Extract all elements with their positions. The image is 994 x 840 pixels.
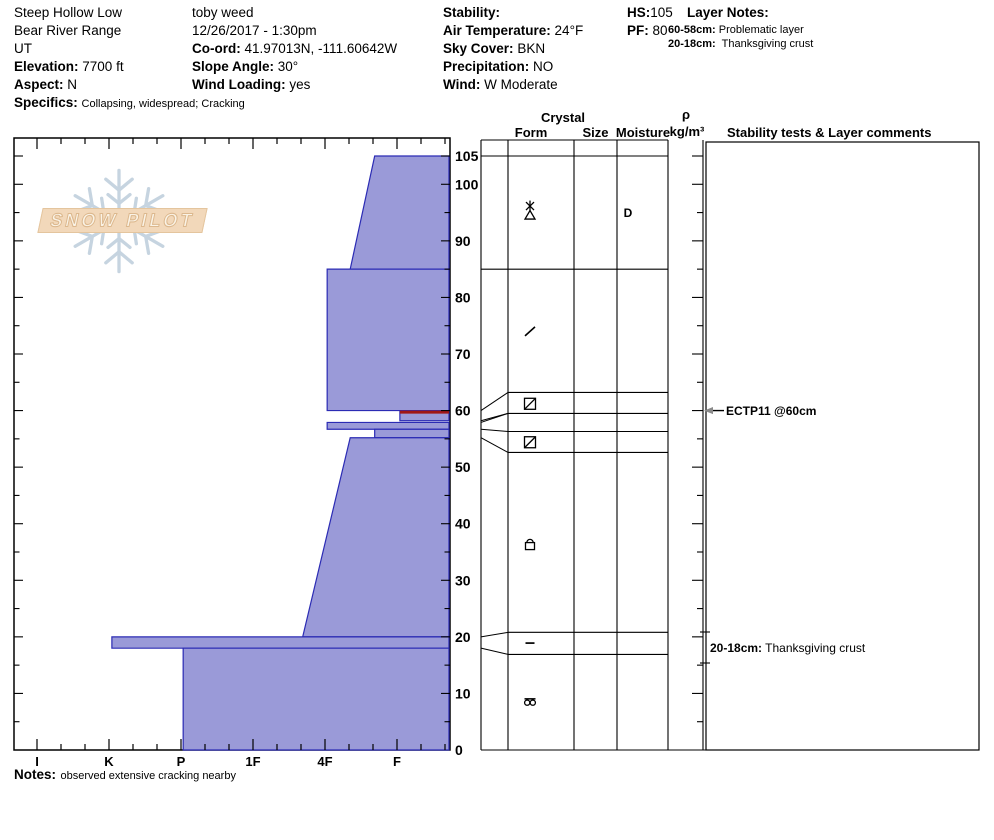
air-temp-value: 24°F [554, 23, 584, 38]
faceted-square-slash-icon [525, 398, 536, 409]
pit-datetime: 12/26/2017 - 1:30pm [192, 23, 317, 38]
wind-value: W Moderate [484, 77, 558, 92]
comments-panel-border [706, 142, 979, 750]
depth-axis-label: 105 [455, 148, 479, 164]
wind-loading-value: yes [289, 77, 311, 92]
snow-layer [350, 156, 449, 269]
elevation-value: 7700 ft [82, 59, 124, 74]
aspect-value: N [67, 77, 78, 92]
depth-axis-label: 40 [455, 515, 471, 532]
depth-axis-label: 80 [455, 289, 471, 306]
depth-axis-labels [455, 148, 479, 758]
air-temp-label: Air Temperature: [443, 23, 551, 38]
layer-connector-lines [481, 392, 508, 654]
moisture-value: D [623, 206, 633, 221]
snow-layer [375, 429, 449, 437]
sky-cover-label: Sky Cover: [443, 41, 514, 56]
layer-comment-text: Thanksgiving crust [765, 641, 866, 655]
layer-connector-line [481, 429, 508, 431]
coord-value: 41.97013N, -111.60642W [244, 41, 398, 56]
specifics-value: Collapsing, widespread; Cracking [81, 98, 245, 110]
observer-name: toby weed [192, 5, 254, 20]
density-axis-ticks [692, 156, 703, 722]
depth-axis-label: 60 [455, 402, 471, 419]
layer-note-text: Problematic layer [718, 24, 804, 36]
hardness-axis-label: P [176, 754, 186, 769]
depth-axis-label: 10 [455, 685, 471, 702]
depth-axis-label: 20 [455, 628, 471, 645]
wind-label: Wind: [443, 77, 481, 92]
snow-layer [183, 648, 449, 750]
decomposing-fragments-icon [525, 327, 535, 336]
arrow-head [704, 407, 713, 414]
snow-layers [112, 156, 449, 750]
crystal-header: Crystal [540, 110, 586, 125]
grain-table-grid [481, 140, 979, 750]
slope-value: 30° [277, 59, 299, 74]
layer-connector-line [481, 632, 508, 637]
depth-axis-label: 70 [455, 346, 471, 362]
specifics-label: Specifics: [14, 95, 78, 110]
range-name: Bear River Range [14, 23, 122, 38]
precip-label: Precipitation: [443, 59, 530, 74]
hardness-axis-label: I [35, 754, 39, 769]
hardness-axis-labels [35, 754, 401, 769]
layer-connector-line [481, 648, 508, 654]
hardness-axis-label: 1F [245, 754, 261, 769]
comments-column-header: Stability tests & Layer comments [727, 125, 932, 140]
layer-note-text: Thanksgiving crust [721, 38, 814, 50]
layer-connector-line [481, 392, 508, 410]
stability-test-annotation: ECTP11 @60cm [726, 404, 817, 418]
pf-value: 80 [652, 23, 668, 38]
moisture-column-header: Moisture [615, 125, 671, 140]
depth-axis-label: 0 [455, 742, 463, 758]
stability-label: Stability: [443, 5, 501, 20]
state-name: UT [14, 41, 32, 56]
depth-axis-label: 100 [455, 176, 479, 193]
slope-label: Slope Angle: [192, 59, 275, 74]
hardness-axis-label: K [104, 754, 114, 769]
hardness-axis-label: 4F [317, 754, 333, 769]
pf-label: PF: [627, 23, 649, 38]
pit-name: Steep Hollow Low [14, 5, 123, 20]
faceted-square-slash-icon [525, 437, 536, 448]
layer-note-range: 60-58cm: [668, 24, 716, 36]
snow-layer [303, 438, 449, 637]
snow-layer [112, 637, 449, 648]
snow-layer [327, 422, 449, 429]
layer-comment-range: 20-18cm: [710, 641, 763, 655]
density-unit-header: kg/m³ [669, 124, 705, 139]
density-symbol-header: ρ [681, 107, 691, 122]
depth-axis-label: 50 [455, 459, 471, 476]
layer-notes-label: Layer Notes: [687, 5, 769, 20]
precip-value: NO [533, 59, 554, 74]
depth-axis-label: 30 [455, 572, 471, 589]
layer-note-range: 20-18cm: [668, 38, 716, 50]
notes-label: Notes: [14, 767, 57, 782]
elevation-label: Elevation: [14, 59, 79, 74]
depth-hoar-icon [525, 700, 530, 705]
coord-label: Co-ord: [192, 41, 241, 56]
size-column-header: Size [582, 125, 609, 140]
snow-layer [327, 269, 449, 410]
notes-text: observed extensive cracking nearby [60, 770, 236, 782]
depth-axis-label: 90 [455, 232, 471, 249]
aspect-label: Aspect: [14, 77, 64, 92]
hs-label: HS: [627, 5, 651, 20]
hs-value: 105 [650, 5, 673, 20]
layer-connector-line [481, 413, 508, 422]
form-column-header: Form [514, 125, 548, 140]
hardness-axis-label: F [393, 754, 401, 769]
sky-cover-value: BKN [517, 41, 546, 56]
stability-test-arrow [704, 407, 724, 414]
rounding-facets-icon [526, 543, 535, 550]
depth-hoar-icon [530, 700, 535, 705]
graupel-triangle-icon [525, 211, 535, 220]
logo-text: SNOW PILOT [48, 209, 197, 231]
layer-connector-line [481, 438, 508, 453]
wind-loading-label: Wind Loading: [192, 77, 286, 92]
